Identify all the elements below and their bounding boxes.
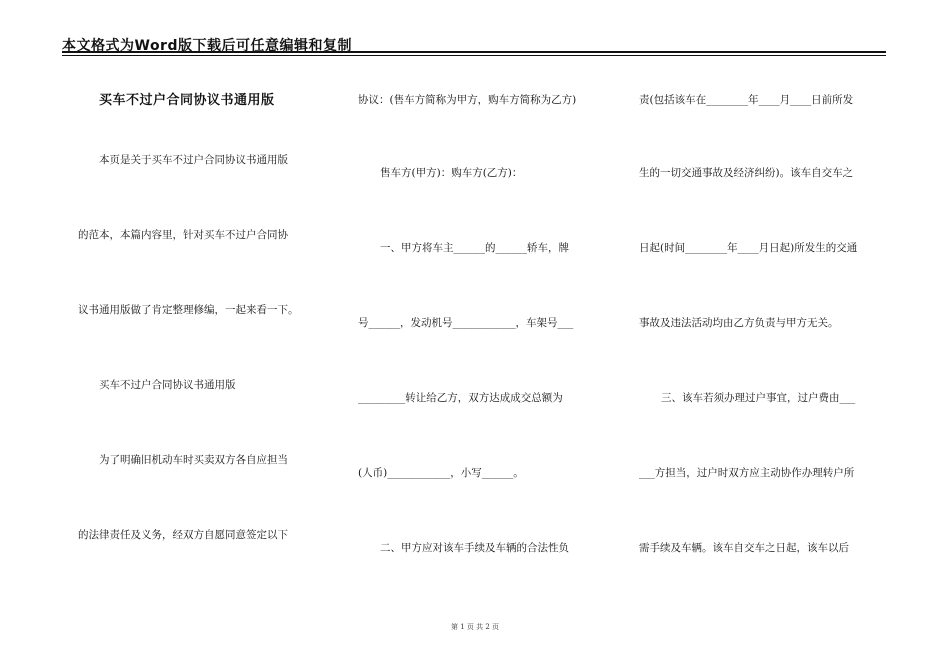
col1-line-5: 为了明确旧机动车时买卖双方各自应担当	[99, 454, 288, 466]
col2-line-3: 一、甲方将车主______的______轿车，牌	[380, 242, 569, 254]
col2-line-2: 售车方(甲方)：购车方(乙方)：	[380, 167, 523, 179]
col3-line-3: 日起(时间________年____月日起)所发生的交通	[639, 242, 858, 254]
header-rule-thick	[62, 51, 886, 53]
col1-line-1: 本页是关于买车不过户合同协议书通用版	[99, 154, 288, 166]
col1-line-3: 议书通用版做了肯定整理修编，一起来看一下。	[78, 304, 299, 316]
document-title: 买车不过户合同协议书通用版	[99, 93, 275, 108]
col1-line-6: 的法律责任及义务，经双方自愿同意签定以下	[78, 529, 288, 541]
col3-line-7: 需手续及车辆。该车自交车之日起，该车以后	[639, 542, 849, 554]
col2-line-4: 号______，发动机号____________，车架号___	[358, 317, 574, 329]
col2-line-5: _________转让给乙方，双方达成成交总额为	[358, 392, 563, 404]
col2-line-7: 二、甲方应对该车手续及车辆的合法性负	[380, 542, 569, 554]
header-rule-thin	[62, 55, 886, 56]
col3-line-6: ___方担当，过户时双方应主动协作办理转户所	[639, 467, 855, 479]
col2-line-1: 协议：(售车方简称为甲方，购车方简称为乙方)	[358, 94, 577, 106]
col1-line-2: 的范本，本篇内容里，针对买车不过户合同协	[78, 229, 288, 241]
col3-line-1: 责(包括该车在________年____月____日前所发	[639, 94, 854, 106]
col1-line-4: 买车不过户合同协议书通用版	[99, 379, 236, 391]
document-header-title: 本文格式为Word版下载后可任意编辑和复制	[62, 38, 352, 54]
col2-line-6: (人币)____________，小写______。	[358, 467, 524, 479]
col3-line-2: 生的一切交通事故及经济纠纷)。该车自交车之	[639, 167, 854, 179]
col3-line-4: 事故及违法活动均由乙方负责与甲方无关。	[639, 317, 839, 329]
page-number-footer: 第 1 页 共 2 页	[450, 623, 500, 631]
col3-line-5: 三、该车若须办理过户事宜，过户费由___	[661, 392, 856, 404]
